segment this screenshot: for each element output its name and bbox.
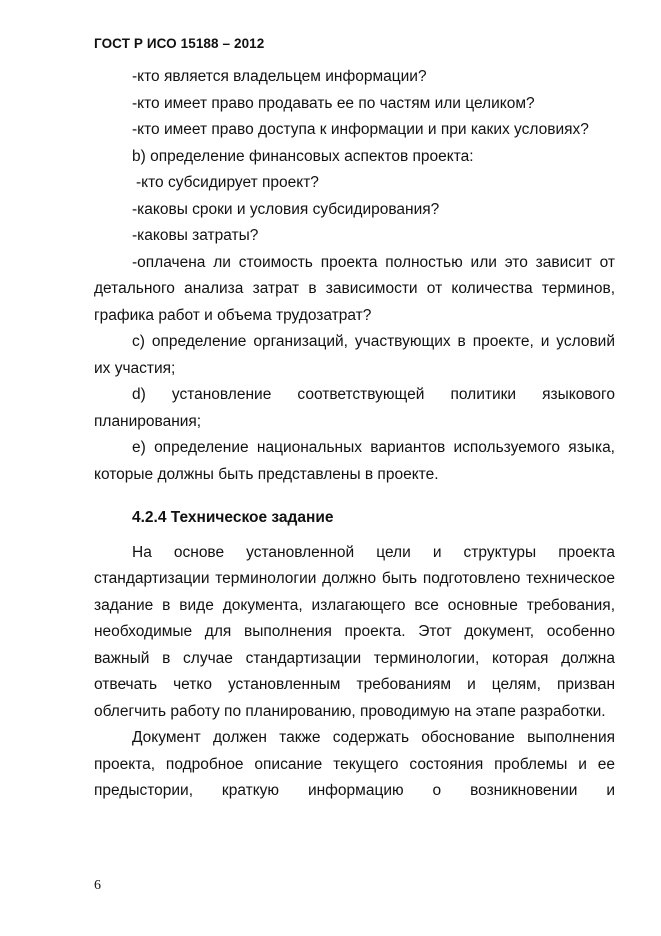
page-body — [94, 64, 615, 805]
item-b-sub-costs: -каковы затраты? — [132, 227, 259, 244]
item-c-organizations: c) определение организаций, участвующих в проекте, и условий их участия; — [94, 333, 615, 377]
item-b-sub-terms: -каковы сроки и условия субсидирования? — [132, 200, 440, 218]
item-b-sub-subsidizer: -кто субсидирует проект? — [136, 174, 319, 191]
item-b-financial-aspects: b) определение финансовых аспектов проекта: — [132, 147, 474, 165]
item-b-sub-payment: -оплачена ли стоимость проекта полностью или это зависит от детального анализа затрат в зависимости от количества терминов, графика работ и объема трудозатрат? — [94, 253, 615, 324]
document-header: ГОСТ Р ИСО 15188 – 2012 — [94, 36, 265, 51]
section-paragraph-2: Документ должен также содержать обоснование выполнения проекта, подробное описание текущего состояния проблемы и ее предыстории, краткую информацию о возникновении и — [94, 729, 615, 799]
item-e-language-variants: e) определение национальных вариантов используемого языка, которые должны быть представлены в проекте. — [94, 439, 615, 483]
list-item-sell-rights: -кто имеет право продавать ее по частям или целиком? — [132, 94, 535, 112]
section-paragraph-1: На основе установленной цели и структуры проекта стандартизации терминологии должно быть подготовлено техническое задание в виде документа, излагающего все основные требования, необходимые для выполнения проекта. Этот документ, особенно важный в случае стандартизации терминологии, которая должна отвечать четко установленным требованиям и целям, призван облегчить работу по планированию, проводимую на этапе разработки. — [94, 543, 615, 720]
list-item-owner: -кто является владельцем информации? — [132, 68, 427, 85]
list-item-access-rights: -кто имеет право доступа к информации и при каких условиях? — [132, 121, 589, 138]
page-number: 6 — [94, 878, 101, 893]
item-d-language-policy: d) установление соответствующей политики языкового планирования; — [94, 386, 615, 430]
section-heading: 4.2.4 Техническое задание — [132, 509, 334, 526]
